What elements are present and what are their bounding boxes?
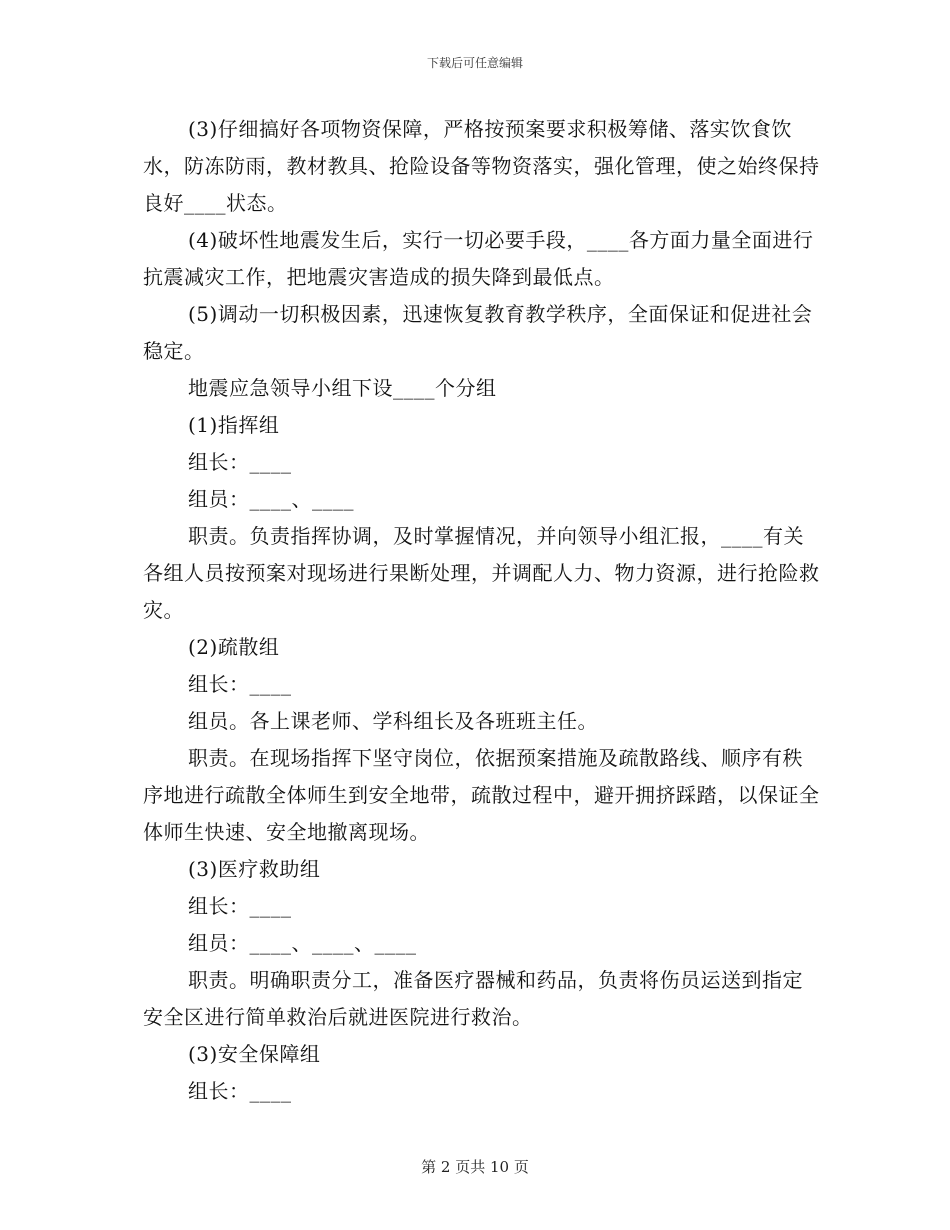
paragraph: 组员：____、____ bbox=[188, 487, 354, 511]
page-header: 下载后可任意编辑 bbox=[426, 56, 523, 70]
section-heading: (3)安全保障组 bbox=[188, 1042, 321, 1066]
paragraph: 职责。负责指挥协调，及时掌握情况，并向领导小组汇报，____有关各组人员按预案对现场进行果断处理，并调配人力、物力资源，进行抢险救灾。 bbox=[143, 524, 820, 622]
paragraph: 职责。在现场指挥下坚守岗位，依据预案措施及疏散路线、顺序有秩序地进行疏散全体师生到安全地带，疏散过程中，避开拥挤踩踏，以保证全体师生快速、安全地撤离现场。 bbox=[143, 746, 820, 844]
page-footer: 第 2 页共 10 页 bbox=[421, 1158, 529, 1176]
paragraph: 组长：____ bbox=[188, 1079, 292, 1103]
paragraph: (4)破坏性地震发生后，实行一切必要手段，____各方面力量全面进行抗震减灾工作，把地震灾害造成的损失降到最低点。 bbox=[143, 228, 814, 289]
paragraph: (3)仔细搞好各项物资保障，严格按预案要求积极筹储、落实饮食饮水，防冻防雨，教材教具、抢险设备等物资落实，强化管理，使之始终保持良好____状态。 bbox=[143, 117, 820, 215]
paragraph: 组员。各上课老师、学科组长及各班班主任。 bbox=[188, 709, 598, 733]
paragraph: 组长：____ bbox=[188, 450, 292, 474]
paragraph: 职责。明确职责分工，准备医疗器械和药品，负责将伤员运送到指定安全区进行简单救治后就进医院进行救治。 bbox=[143, 968, 803, 1029]
paragraph: 组员：____、____、____ bbox=[188, 931, 417, 955]
paragraph: 组长：____ bbox=[188, 894, 292, 918]
paragraph: 地震应急领导小组下设____个分组 bbox=[188, 376, 497, 400]
paragraph: 组长：____ bbox=[188, 672, 292, 696]
paragraph: (5)调动一切积极因素，迅速恢复教育教学秩序，全面保证和促进社会稳定。 bbox=[143, 302, 813, 363]
section-heading: (2)疏散组 bbox=[188, 635, 280, 659]
section-heading: (3)医疗救助组 bbox=[188, 857, 321, 881]
section-heading: (1)指挥组 bbox=[188, 413, 280, 437]
document-body bbox=[143, 111, 823, 1110]
